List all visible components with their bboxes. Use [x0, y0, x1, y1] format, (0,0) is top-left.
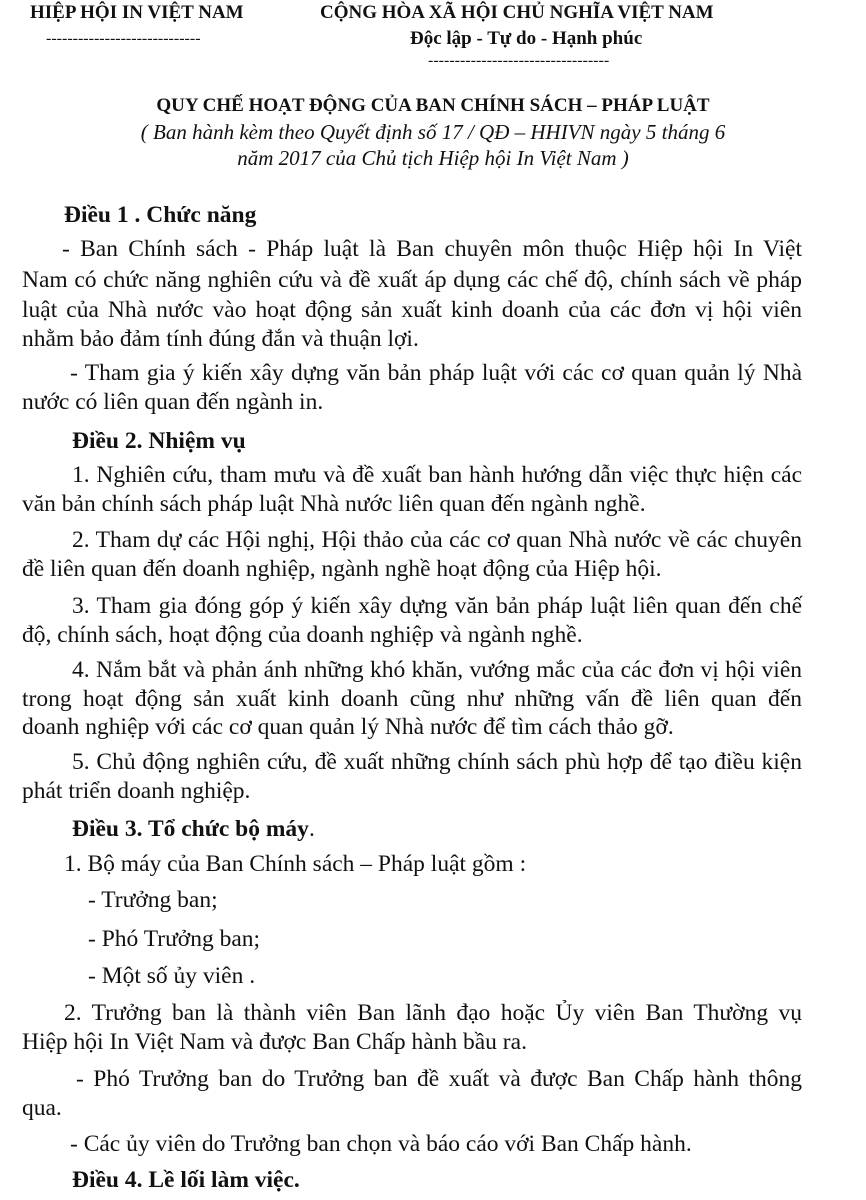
article-3-para-line: qua.	[22, 1095, 62, 1121]
article-2-item-line: độ, chính sách, hoạt động của doanh nghiệp và ngành nghề.	[22, 622, 583, 648]
document-title: QUY CHẾ HOẠT ĐỘNG CỦA BAN CHÍNH SÁCH – PHÁP LUẬT	[156, 95, 710, 116]
article-1-para-1-line: nhằm bảo đảm tính đúng đắn và thuận lợi.	[22, 326, 419, 352]
article-2-item-line: đề liên quan đến doanh nghiệp, ngành nghề hoạt động của Hiệp hội.	[22, 556, 662, 582]
document-subtitle-line1: ( Ban hành kèm theo Quyết định số 17 / QĐ – HHIVN ngày 5 tháng 6	[140, 120, 726, 144]
article-2-heading: Điều 2. Nhiệm vụ	[72, 428, 246, 454]
country-name: CỘNG HÒA XÃ HỘI CHỦ NGHĨA VIỆT NAM	[320, 2, 714, 23]
org-name: HIỆP HỘI IN VIỆT NAM	[30, 2, 244, 23]
document-subtitle-line2: năm 2017 của Chủ tịch Hiệp hội In Việt Nam )	[237, 146, 629, 170]
article-3-item-1: 1. Bộ máy của Ban Chính sách – Pháp luật gồm :	[64, 851, 527, 877]
article-2-item-line: doanh nghiệp với các cơ quan quản lý Nhà nước để tìm cách thảo gỡ.	[22, 714, 674, 740]
article-3-item-2-line: 2. Trưởng ban là thành viên Ban lãnh đạo hoặc Ủy viên Ban Thường vụ	[64, 1000, 802, 1026]
article-1-para-1-line: luật của Nhà nước vào hoạt động sản xuất kinh doanh của các đơn vị hội viên	[22, 297, 802, 323]
article-4-heading: Điều 4. Lề lối làm việc.	[72, 1167, 300, 1193]
article-2-item-line: văn bản chính sách pháp luật Nhà nước liên quan đến ngành nghề.	[22, 491, 646, 517]
article-2-item-line: phát triển doanh nghiệp.	[22, 778, 251, 804]
article-1-para-1-line: - Ban Chính sách - Pháp luật là Ban chuyên môn thuộc Hiệp hội In Việt	[62, 236, 802, 262]
article-2-item-line: 5. Chủ động nghiên cứu, đề xuất những chính sách phù hợp để tạo điều kiện	[72, 749, 802, 775]
article-3-bullet: - Một số ủy viên .	[88, 963, 256, 989]
article-1-para-2-line: - Tham gia ý kiến xây dựng văn bản pháp luật với các cơ quan quản lý Nhà	[70, 360, 802, 386]
article-1-para-2-line: nước có liên quan đến ngành in.	[22, 389, 324, 415]
article-3-item-2-line: Hiệp hội In Việt Nam và được Ban Chấp hành bầu ra.	[22, 1029, 527, 1055]
article-3-bullet: - Phó Trưởng ban;	[88, 926, 261, 952]
article-1-heading: Điều 1 . Chức năng	[64, 202, 257, 228]
article-2-item-line: 4. Nắm bắt và phản ánh những khó khăn, vướng mắc của các đơn vị hội viên	[72, 657, 802, 683]
article-2-item-line: trong hoạt động sản xuất kinh doanh cũng như những vấn đề liên quan đến	[22, 686, 802, 712]
article-3-para-line: - Phó Trưởng ban do Trưởng ban đề xuất và được Ban Chấp hành thông	[76, 1066, 802, 1092]
org-underline: -----------------------------	[46, 30, 201, 47]
motto-underline: ----------------------------------	[428, 52, 610, 69]
motto: Độc lập - Tự do - Hạnh phúc	[410, 28, 643, 49]
article-3-bullet: - Trưởng ban;	[88, 887, 218, 913]
article-2-item-line: 1. Nghiên cứu, tham mưu và đề xuất ban hành hướng dẫn việc thực hiện các	[72, 462, 802, 488]
article-2-item-line: 2. Tham dự các Hội nghị, Hội thảo của các cơ quan Nhà nước về các chuyên	[72, 527, 802, 553]
article-1-para-1-line: Nam có chức năng nghiên cứu và đề xuất áp dụng các chế độ, chính sách về pháp	[22, 267, 802, 293]
article-3-para-line: - Các ủy viên do Trưởng ban chọn và báo cáo với Ban Chấp hành.	[70, 1131, 692, 1157]
article-2-item-line: 3. Tham gia đóng góp ý kiến xây dựng văn bản pháp luật liên quan đến chế	[72, 593, 802, 619]
article-3-heading: Điều 3. Tổ chức bộ máy.	[72, 816, 315, 842]
